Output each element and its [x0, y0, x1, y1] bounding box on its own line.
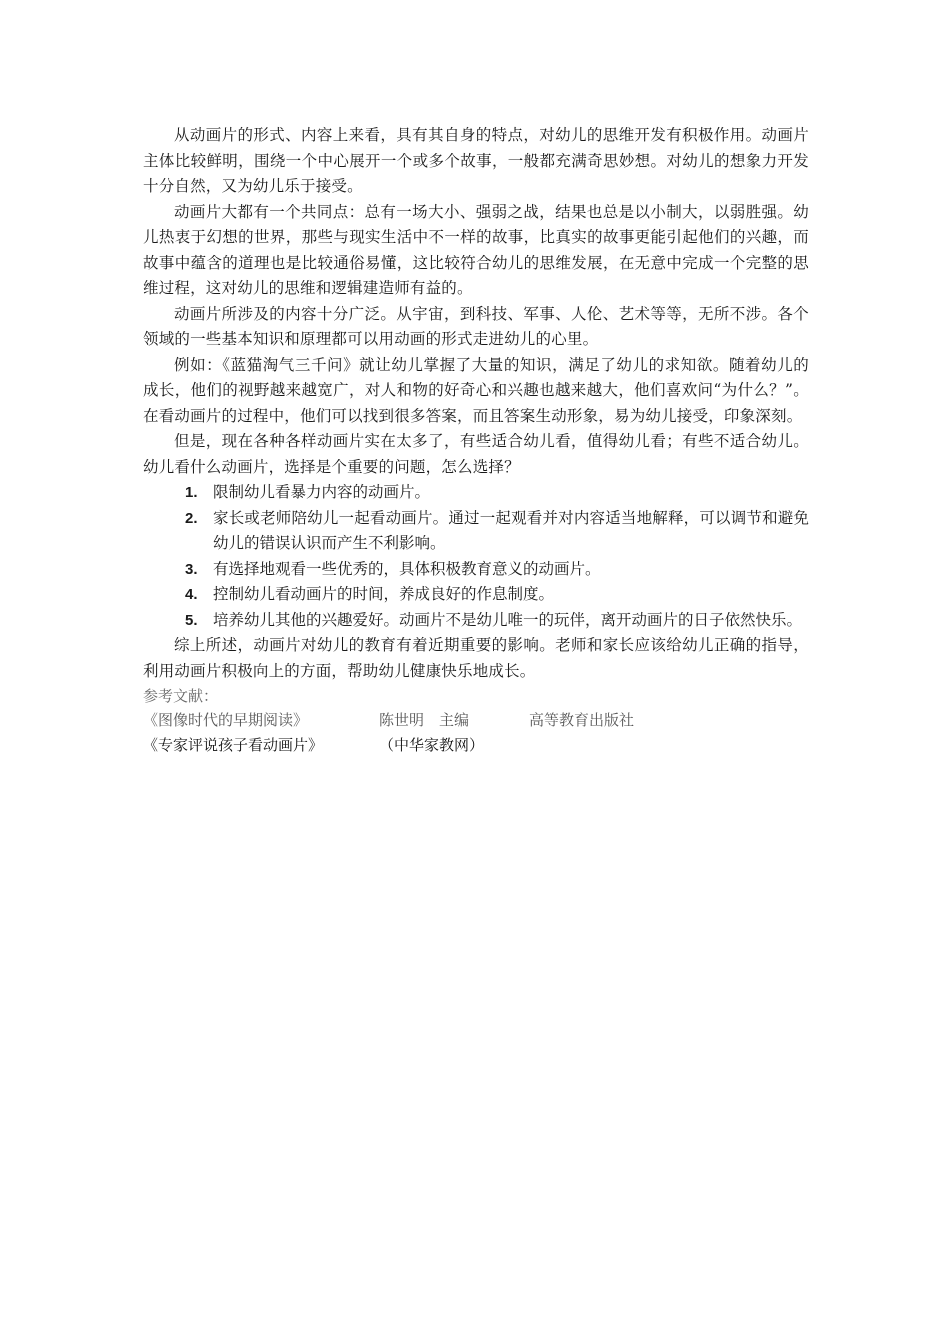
paragraph-4: 例如：《蓝猫淘气三千问》就让幼儿掌握了大量的知识，满足了幼儿的求知欲。随着幼儿的成长，他们的视野越来越宽广，对人和物的好奇心和兴趣也越来越大，他们喜欢问“为什么？”。在看动画片的过程中，他们可以找到很多答案，而且答案生动形象，易为幼儿接受，印象深刻。	[143, 355, 809, 425]
list-item	[143, 480, 809, 506]
references-section	[143, 684, 809, 758]
list-item	[143, 608, 809, 634]
list-text: 限制幼儿看暴力内容的动画片。	[213, 483, 431, 501]
document-body	[143, 123, 809, 758]
paragraph-2: 动画片大都有一个共同点：总有一场大小、强弱之战，结果也总是以小制大，以弱胜强。幼儿热衷于幻想的世界，那些与现实生活中不一样的故事，比真实的故事更能引起他们的兴趣，而故事中蕴含的道理也是比较通俗易懂，这比较符合幼儿的思维发展，在无意中完成一个完整的思维过程，这对幼儿的思维和逻辑建造师有益的。	[143, 202, 809, 297]
conclusion-paragraph: 综上所述，动画片对幼儿的教育有着近期重要的影响。老师和家长应该给幼儿正确的指导，利用动画片积极向上的方面，帮助幼儿健康快乐地成长。	[143, 636, 809, 680]
suggestion-list	[143, 480, 809, 633]
list-text: 培养幼儿其他的兴趣爱好。动画片不是幼儿唯一的玩伴，离开动画片的日子依然快乐。	[213, 610, 803, 629]
reference-title: 《专家评说孩子看动画片》	[143, 736, 324, 754]
paragraph-5: 但是，现在各种各样动画片实在太多了，有些适合幼儿看，值得幼儿看；有些不适合幼儿。幼儿看什么动画片，选择是个重要的问题，怎么选择？	[143, 432, 809, 476]
reference-item	[143, 708, 809, 733]
paragraph-1: 从动画片的形式、内容上来看，具有其自身的特点，对幼儿的思维开发有积极作用。动画片主体比较鲜明，围绕一个中心展开一个或多个故事，一般都充满奇思妙想。对幼儿的想象力开发十分自然，又为幼儿乐于接受。	[143, 126, 809, 195]
reference-item	[143, 733, 809, 758]
reference-title: 《图像时代的早期阅读》	[143, 711, 309, 729]
list-text: 家长或老师陪幼儿一起看动画片。通过一起观看并对内容适当地解释，可以调节和避免幼儿的错误认识而产生不利影响。	[213, 508, 809, 552]
list-number: 5.	[185, 611, 198, 629]
references-title: 参考文献：	[143, 687, 219, 705]
list-item	[143, 557, 809, 583]
list-item	[143, 582, 809, 608]
reference-source: （中华家教网）	[379, 736, 485, 754]
list-item	[143, 506, 809, 557]
list-number: 3.	[185, 560, 198, 578]
reference-author: 陈世明 主编	[379, 711, 470, 729]
list-number: 2.	[185, 509, 198, 527]
list-number: 1.	[185, 484, 198, 501]
paragraph-3: 动画片所涉及的内容十分广泛。从宇宙，到科技、军事、人伦、艺术等等，无所不涉。各个领域的一些基本知识和原理都可以用动画的形式走进幼儿的心里。	[143, 304, 809, 348]
reference-publisher: 高等教育出版社	[529, 711, 635, 729]
list-text: 控制幼儿看动画片的时间，养成良好的作息制度。	[213, 585, 555, 603]
list-text: 有选择地观看一些优秀的，具体积极教育意义的动画片。	[213, 559, 601, 578]
list-number: 4.	[185, 586, 198, 603]
